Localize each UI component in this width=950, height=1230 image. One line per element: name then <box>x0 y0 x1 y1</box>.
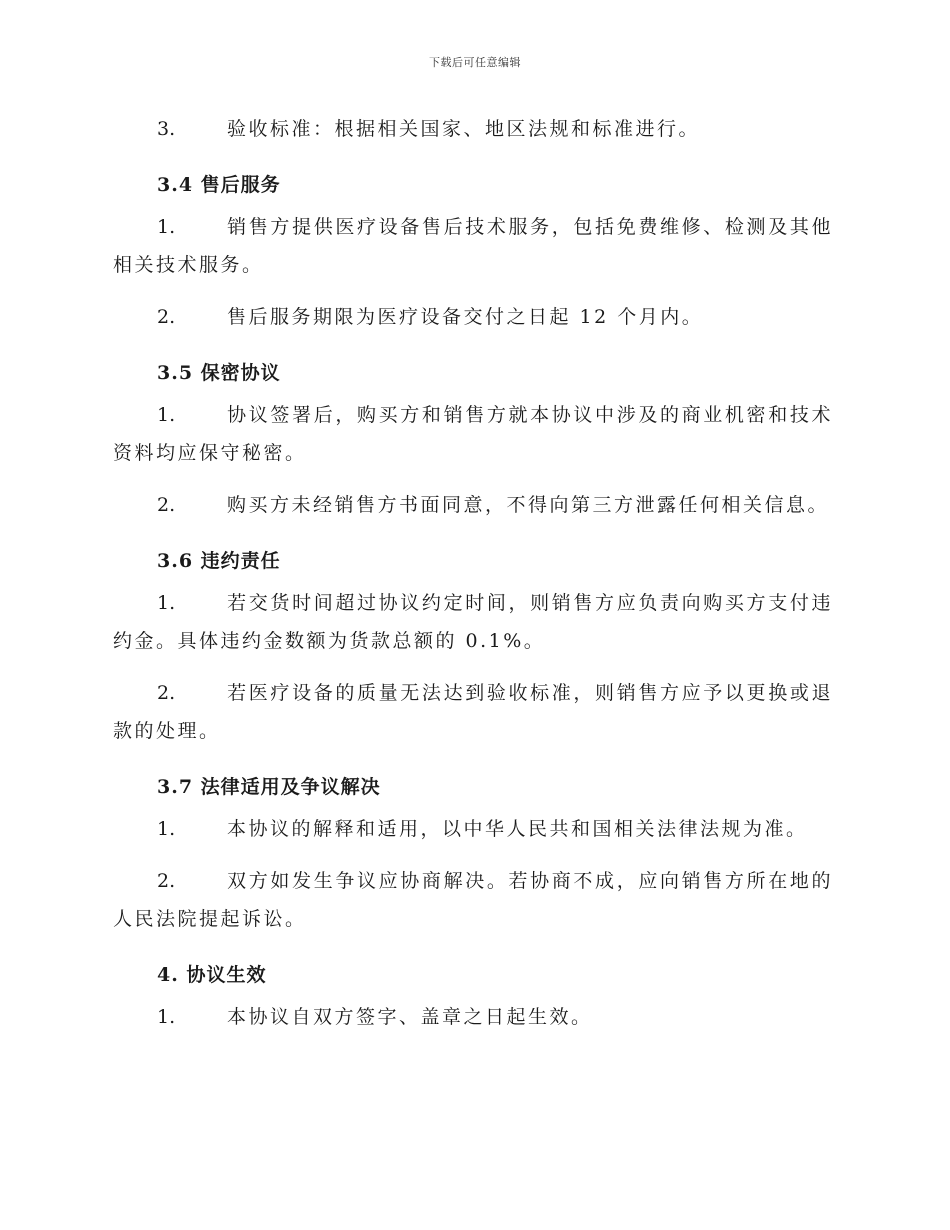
list-item <box>113 810 833 848</box>
list-item <box>113 584 833 660</box>
item-text: 购买方未经销售方书面同意，不得向第三方泄露任何相关信息。 <box>227 494 830 516</box>
section-heading: 3.6 违约责任 <box>157 550 281 572</box>
item-number: 1. <box>157 404 176 426</box>
list-item <box>113 674 833 750</box>
item-text: 协议签署后，购买方和销售方就本协议中涉及的商业机密和技术资料均应保守秘密。 <box>113 404 833 464</box>
item-number: 2. <box>157 494 176 516</box>
item-text: 销售方提供医疗设备售后技术服务，包括免费维修、检测及其他相关技术服务。 <box>113 216 833 276</box>
item-number: 1. <box>157 216 176 238</box>
section-heading: 3.5 保密协议 <box>157 362 281 384</box>
item-text: 若医疗设备的质量无法达到验收标准，则销售方应予以更换或退款的处理。 <box>113 682 833 742</box>
item-number: 2. <box>157 306 176 328</box>
item-number: 1. <box>157 818 176 840</box>
section-heading: 3.7 法律适用及争议解决 <box>157 776 381 798</box>
item-number: 1. <box>157 1006 176 1028</box>
list-item <box>113 110 833 148</box>
item-text: 双方如发生争议应协商解决。若协商不成，应向销售方所在地的人民法院提起诉讼。 <box>113 870 833 930</box>
list-item <box>113 862 833 938</box>
item-text: 本协议自双方签字、盖章之日起生效。 <box>227 1006 593 1028</box>
item-text: 售后服务期限为医疗设备交付之日起 12 个月内。 <box>227 306 704 328</box>
page-header: 下载后可任意编辑 <box>429 56 521 69</box>
list-item <box>113 298 833 336</box>
item-number: 2. <box>157 870 176 892</box>
section-heading: 3.4 售后服务 <box>157 174 281 196</box>
item-text: 若交货时间超过协议约定时间，则销售方应负责向购买方支付违约金。具体违约金数额为货款总额的 0.1%。 <box>113 592 833 652</box>
document-body <box>113 110 833 1050</box>
section-heading: 4. 协议生效 <box>157 964 267 986</box>
list-item <box>113 396 833 472</box>
list-item <box>113 998 833 1036</box>
item-text: 本协议的解释和适用，以中华人民共和国相关法律法规为准。 <box>227 818 808 840</box>
item-text: 验收标准：根据相关国家、地区法规和标准进行。 <box>227 118 701 140</box>
list-item <box>113 486 833 524</box>
item-number: 2. <box>157 682 176 704</box>
item-number: 3. <box>157 118 176 140</box>
item-number: 1. <box>157 592 176 614</box>
list-item <box>113 208 833 284</box>
